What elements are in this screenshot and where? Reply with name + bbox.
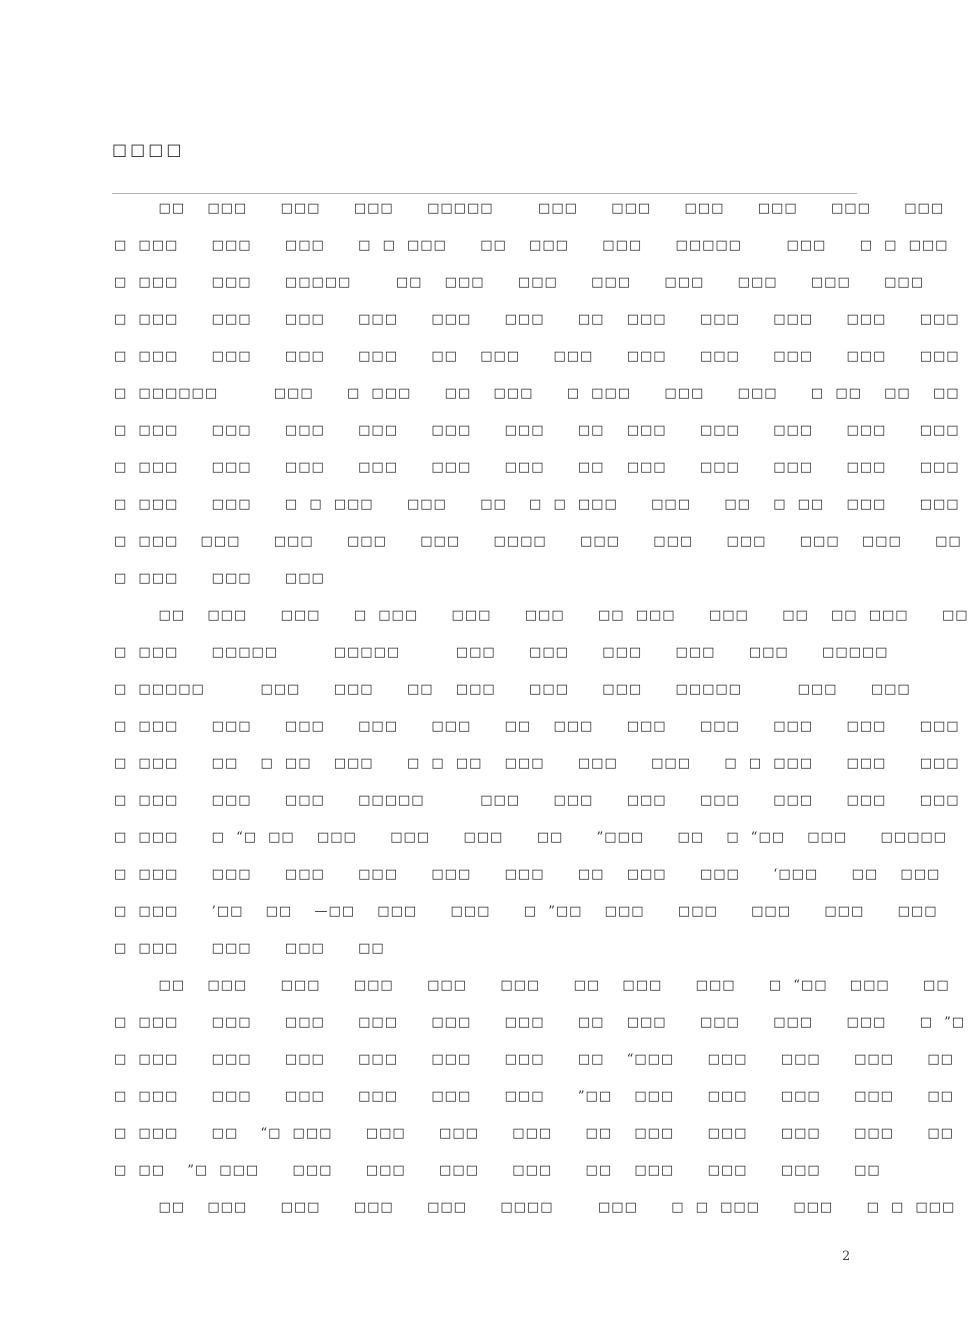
text-line: □ □□□ ’□□ □□ —□□ □□□ □□□ □ ”□□ □□□ □□□ □□□ □□□ □□□ bbox=[114, 904, 938, 919]
text-line: □ □□□ □□□ □□□ □□□ □□□ □□□ □□ □□□ □□□ ‘□□□ □□ □□□ bbox=[114, 867, 941, 882]
text-line: □ □□□ □□□ □□□ □□□ □□□ □□□ ”□□ □□□ □□□ □□□ □□□ □□ bbox=[114, 1089, 954, 1104]
text-line: □□ □□□ □□□ □□□ □□□ □□□□ □□□ □ □ □□□ □□□ □ □ □□□ bbox=[114, 1200, 956, 1215]
text-line: □ □□□ □ “□ □□ □□□ □□□ □□□ □□ ”□□□ □□ □ “□□ □□□ □□□□□ bbox=[114, 830, 947, 845]
text-line: □ □□□ □□□ □□□ □□□□□ □□□ □□□ □□□ □□□ □□□ □□□ □□□ bbox=[114, 793, 960, 808]
text-line: □ □□□ □□□ □□□ □ □ □□□ □□ □□□ □□□ □□□□□ □□□ □ □ □□□ bbox=[114, 238, 949, 253]
text-line: □□ □□□ □□□ □□□ □□□ □□□ □□ □□□ □□□ □ “□□ □□□ □□ bbox=[114, 978, 950, 993]
text-line: □ □□□ □□□ □□□ □□□ □□□ □□□ □□ □□□ □□□ □□□ □□□ □□□ bbox=[114, 460, 960, 475]
text-line: □□ □□□ □□□ □□□ □□□□□ □□□ □□□ □□□ □□□ □□□ □□□ bbox=[114, 201, 945, 216]
page-number: 2 bbox=[842, 1249, 851, 1264]
text-line: □ □□□ □□ “□ □□□ □□□ □□□ □□□ □□ □□□ □□□ □□□ □□□ □□ bbox=[114, 1126, 954, 1141]
text-line: □ □□□ □□□ □□□ □□□ □□□ □□ □□□ □□□ □□□ □□□ □□□ □□□ bbox=[114, 719, 960, 734]
text-line: □ □□ ”□ □□□ □□□ □□□ □□□ □□□ □□ □□□ □□□ □□□ □□ bbox=[114, 1163, 881, 1178]
text-line: □ □□□ □□□ □ □ □□□ □□□ □□ □ □ □□□ □□□ □□ □ □□ □□□ □□□ bbox=[114, 497, 960, 512]
text-line: □ □□□□□ □□□ □□□ □□ □□□ □□□ □□□ □□□□□ □□□ □□□ bbox=[114, 682, 911, 697]
header-divider bbox=[112, 193, 857, 194]
text-line: □ □□□ □□□ □□□ □□□ □□□ □□□ □□ □□□ □□□ □□□ □□□ □□□ bbox=[114, 423, 960, 438]
text-line: □ □□□ □□□ □□□ □□ bbox=[114, 941, 385, 956]
text-line: □ □□□ □□□ □□□ □□□ □□□ □□□ □□ □□□ □□□ □□□ □□□ □ ”□ bbox=[114, 1015, 966, 1030]
text-line: □ □□□ □□□□□ □□□□□ □□□ □□□ □□□ □□□ □□□ □□□□□ bbox=[114, 645, 889, 660]
text-line: □ □□□ □□□ □□□ □□□ □□ □□□ □□□ □□□ □□□ □□□ □□□ □□□ bbox=[114, 349, 960, 364]
text-line: □ □□□ □□□ □□□ bbox=[114, 571, 325, 586]
text-line: □ □□□□□□ □□□ □ □□□ □□ □□□ □ □□□ □□□ □□□ □ □□ □□ □□ bbox=[114, 386, 960, 401]
text-line: □ □□□ □□□ □□□□□ □□ □□□ □□□ □□□ □□□ □□□ □□□ □□□ bbox=[114, 275, 924, 290]
page-heading: □□□□ bbox=[112, 140, 185, 159]
text-line: □□ □□□ □□□ □ □□□ □□□ □□□ □□ □□□ □□□ □□ □□ □□□ □□ bbox=[114, 608, 969, 623]
document-body bbox=[114, 197, 969, 1233]
text-line: □ □□□ □□□ □□□ □□□ □□□ □□□□ □□□ □□□ □□□ □□□ □□□ □□ bbox=[114, 534, 962, 549]
text-line: □ □□□ □□□ □□□ □□□ □□□ □□□ □□ □□□ □□□ □□□ □□□ □□□ bbox=[114, 312, 960, 327]
text-line: □ □□□ □□□ □□□ □□□ □□□ □□□ □□ “□□□ □□□ □□□ □□□ □□ bbox=[114, 1052, 954, 1067]
text-line: □ □□□ □□ □ □□ □□□ □ □ □□ □□□ □□□ □□□ □ □ □□□ □□□ □□□ bbox=[114, 756, 960, 771]
